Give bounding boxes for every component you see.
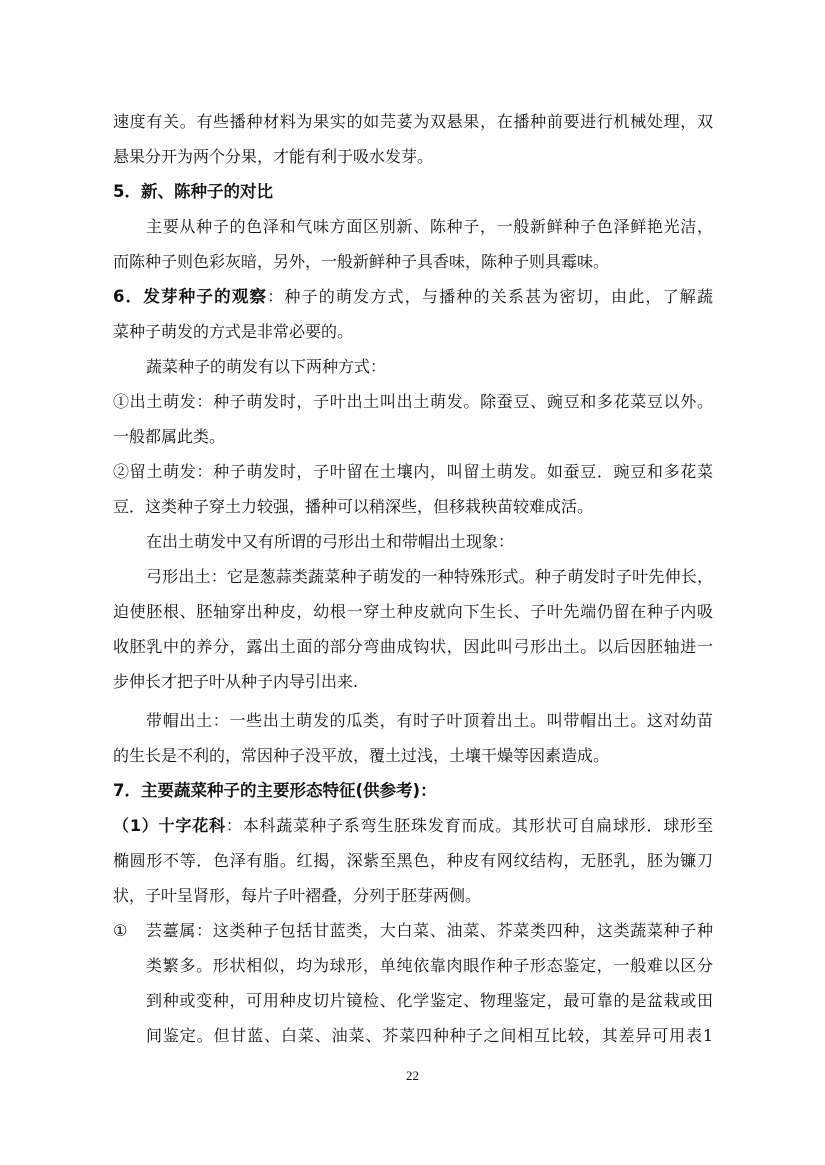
paragraph-line: 状，子叶呈肾形，每片子叶褶叠，分列于胚芽两侧。 <box>113 886 482 905</box>
paragraph-line: 主要从种子的色泽和气味方面区别新、陈种子，一般新鲜种子色泽鲜艳光洁， <box>146 217 713 236</box>
paragraph-line: 在出土萌发中又有所谓的弓形出土和带帽出土现象： <box>146 532 515 551</box>
category-label: （1）十字花科 <box>113 816 226 835</box>
paragraph-line: 而陈种子则色彩灰暗，另外，一般新鲜种子具香味，陈种子则具霉味。 <box>113 252 610 271</box>
paragraph-line: 蔬菜种子的萌发有以下两种方式： <box>146 357 387 376</box>
paragraph-text: ：本科蔬菜种子系弯生胚珠发育而成。其形状可自扁球形．球形至 <box>225 816 713 835</box>
paragraph-line: 弓形出土：它是葱蒜类蔬菜种子萌发的一种特殊形式。种子萌发时子叶先伸长， <box>146 567 713 586</box>
paragraph-line: 椭圆形不等．色泽有脂。红揭，深紫至黑色，种皮有网纹结构，无胚乳，胚为镰刀 <box>113 851 713 870</box>
paragraph-line <box>113 816 713 836</box>
paragraph-line: 的生长是不利的，常因种子没平放，覆土过浅，土壤干燥等因素造成。 <box>113 746 610 765</box>
list-item-line: 类繁多。形状相似，均为球形，单纯依靠肉眼作种子形态鉴定，一般难以区分 <box>146 956 713 975</box>
paragraph-line: 速度有关。有些播种材料为果实的如芫荽为双悬果，在播种前要进行机械处理，双 <box>113 112 713 131</box>
paragraph-text: ：种子的萌发方式，与播种的关系甚为密切，由此，了解蔬 <box>267 287 713 306</box>
paragraph-line: ②留土萌发：种子萌发时，子叶留在土壤内，叫留土萌发。如蚕豆．豌豆和多花菜 <box>113 462 713 481</box>
section-heading-7: 7．主要蔬菜种子的主要形态特征(供参考)： <box>113 781 437 800</box>
paragraph-line: 步伸长才把子叶从种子内导引出来. <box>113 672 359 691</box>
section-heading-5: 5．新、陈种子的对比 <box>113 182 273 201</box>
paragraph-line: 迫使胚根、胚轴穿出种皮，幼根一穿土种皮就向下生长、子叶先端仍留在种子内吸 <box>113 602 713 621</box>
paragraph-line: 菜种子萌发的方式是非常必要的。 <box>113 322 354 341</box>
section-heading-6: 6．发芽种子的观察 <box>113 287 268 306</box>
list-marker: ① <box>113 921 128 940</box>
paragraph-line: 一般都属此类。 <box>113 427 226 446</box>
list-item-line: 到种或变种，可用种皮切片镜检、化学鉴定、物理鉴定，最可靠的是盆栽或田 <box>146 991 713 1010</box>
page-number: 22 <box>406 1068 419 1083</box>
paragraph-line: 收胚乳中的养分，露出土面的部分弯曲成钩状，因此叫弓形出土。以后因胚轴进一 <box>113 637 713 656</box>
paragraph-line: 悬果分开为两个分果，才能有利于吸水发芽。 <box>113 147 434 166</box>
paragraph-line: 带帽出土：一些出土萌发的瓜类，有时子叶顶着出土。叫带帽出土。这对幼苗 <box>146 711 713 730</box>
paragraph-line <box>113 287 713 307</box>
list-item-line: 间鉴定。但甘蓝、白菜、油菜、芥菜四种种子之间相互比较，其差异可用表1 <box>146 1026 713 1045</box>
paragraph-line: 豆．这类种子穿土力较强，播种可以稍深些，但移栽秧苗较难成活。 <box>113 497 594 516</box>
list-item-line: 芸薹属：这类种子包括甘蓝类，大白菜、油菜、芥菜类四种，这类蔬菜种子种 <box>146 921 713 940</box>
paragraph-line: ①出土萌发：种子萌发时，子叶出土叫出土萌发。除蚕豆、豌豆和多花菜豆以外。 <box>113 392 713 411</box>
